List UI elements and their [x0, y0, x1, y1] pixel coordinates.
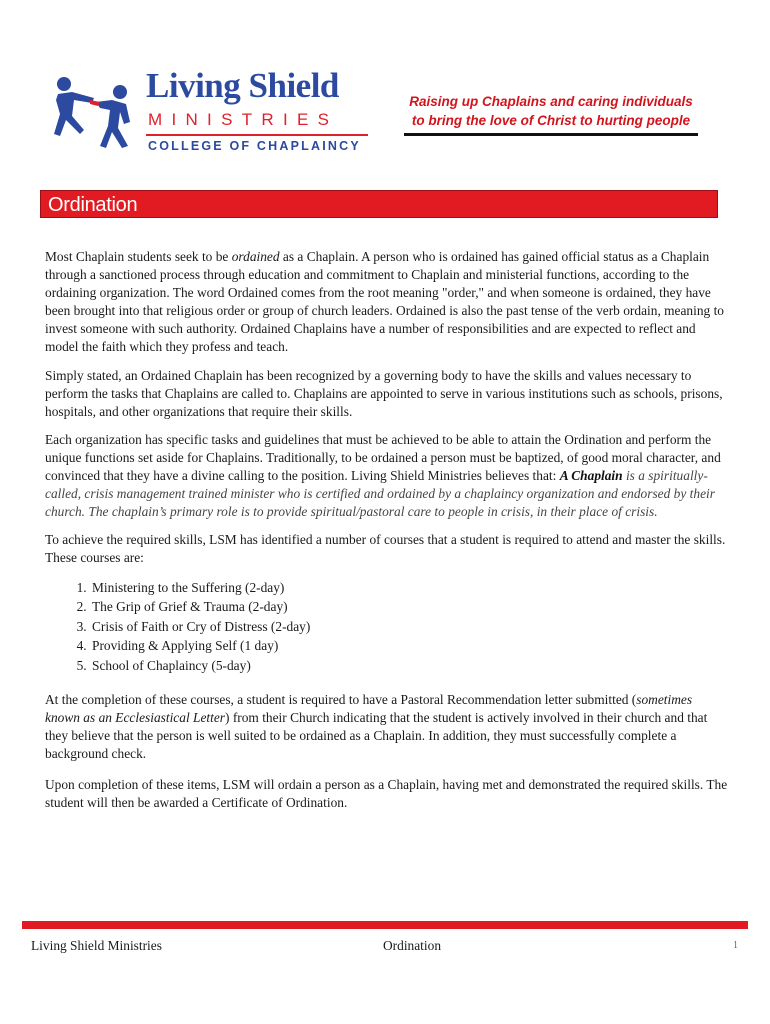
section-banner — [40, 190, 718, 218]
logo — [50, 66, 370, 158]
emphasis: sometimes known as an Ecclesiastical Letter — [45, 692, 693, 726]
course-item: 4. Providing & Applying Self (1 day) — [90, 636, 728, 656]
course-item: 3. Crisis of Faith or Cry of Distress (2-day) — [90, 617, 728, 637]
footer-title: Ordination — [383, 938, 442, 953]
course-list — [45, 578, 728, 676]
footer-org: Living Shield Ministries — [31, 938, 162, 953]
tagline-divider — [404, 133, 698, 136]
emphasis: ordained — [231, 249, 280, 264]
paragraph-recommendation — [45, 691, 728, 763]
course-item: 2. The Grip of Grief & Trauma (2-day) — [90, 597, 728, 617]
paragraph-conclusion: Upon completion of these items, LSM will ordain a person as a Chaplain, having met and demonstrated the required skills. The student will then be awarded a Certificate of Ordination. — [45, 777, 728, 811]
paragraph-intro — [45, 248, 728, 357]
paragraph-definition: Simply stated, an Ordained Chaplain has been recognized by a governing body to have the skills and values necessary to perform the tasks that Chaplains are called to. Chaplains are appointed to serve in various institutions such as schools, prisons, hospitals, and other organizations that require their skills. — [45, 367, 723, 419]
logo-ministries: MINISTRIES — [148, 110, 339, 129]
emphasis: A Chaplain — [559, 468, 623, 484]
page-number: 1 — [733, 940, 738, 951]
people-helping-icon — [50, 70, 145, 150]
text: ) from their Church indicating that the student is actively involved in their church and that they believe that the person is well suited to be ordained as a Chaplain. In addition, they must successfully complete a background check. — [45, 710, 708, 762]
logo-college: COLLEGE OF CHAPLAINCY — [148, 139, 361, 153]
course-item: 5. School of Chaplaincy (5-day) — [90, 656, 728, 676]
footer-bar — [22, 921, 748, 929]
text: At the completion of these courses, a student is required to have a Pastoral Recommendation letter submitted ( — [45, 692, 637, 707]
section-title: Ordination — [48, 194, 138, 216]
paragraph-courses-intro: To achieve the required skills, LSM has identified a number of courses that a student is required to attend and master the skills. These courses are: — [45, 532, 726, 566]
text: is a spiritually-called, crisis management trained minister who is certified and ordained by a chaplaincy organization and endorsed by their church. The chaplain’s primary role is to provide spiritual/pastoral care to people in crisis, in their place of crisis. — [45, 468, 715, 520]
text: Most Chaplain students seek to be — [45, 249, 232, 264]
text: Each organization has specific tasks and guidelines that must be achieved to be able to attain the Ordination and perform the unique functions set aside for Chaplains. Traditionally, to be ordained a person must be baptized, of good moral character, and convinced that they have a divine calling to the position. Living Shield Ministries believes that: — [45, 431, 721, 484]
document-body — [45, 248, 728, 823]
paragraph-requirements — [45, 431, 728, 521]
logo-divider — [146, 134, 368, 136]
tagline-line-1: Raising up Chaplains and caring individuals — [409, 94, 693, 109]
tagline — [404, 92, 698, 130]
text: as a Chaplain. A person who is ordained has gained official status as a Chaplain through a sanctioned process through education and commitment to Chaplain and ministerial functions, according to the ordaining organization. The word Ordained comes from the root meaning "order," and when someone is ordained, they have been brought into that religious order or group of church leaders. Ordained is also the past tense of the verb ordain, meaning to invest someone with such authority. Ordained Chaplains have a number of responsibilities and are expected to reflect and model the faith which they profess and teach. — [45, 249, 725, 355]
tagline-line-2: to bring the love of Christ to hurting people — [411, 113, 691, 128]
logo-name: Living Shield — [146, 66, 339, 105]
course-item: 1. Ministering to the Suffering (2-day) — [90, 578, 728, 598]
